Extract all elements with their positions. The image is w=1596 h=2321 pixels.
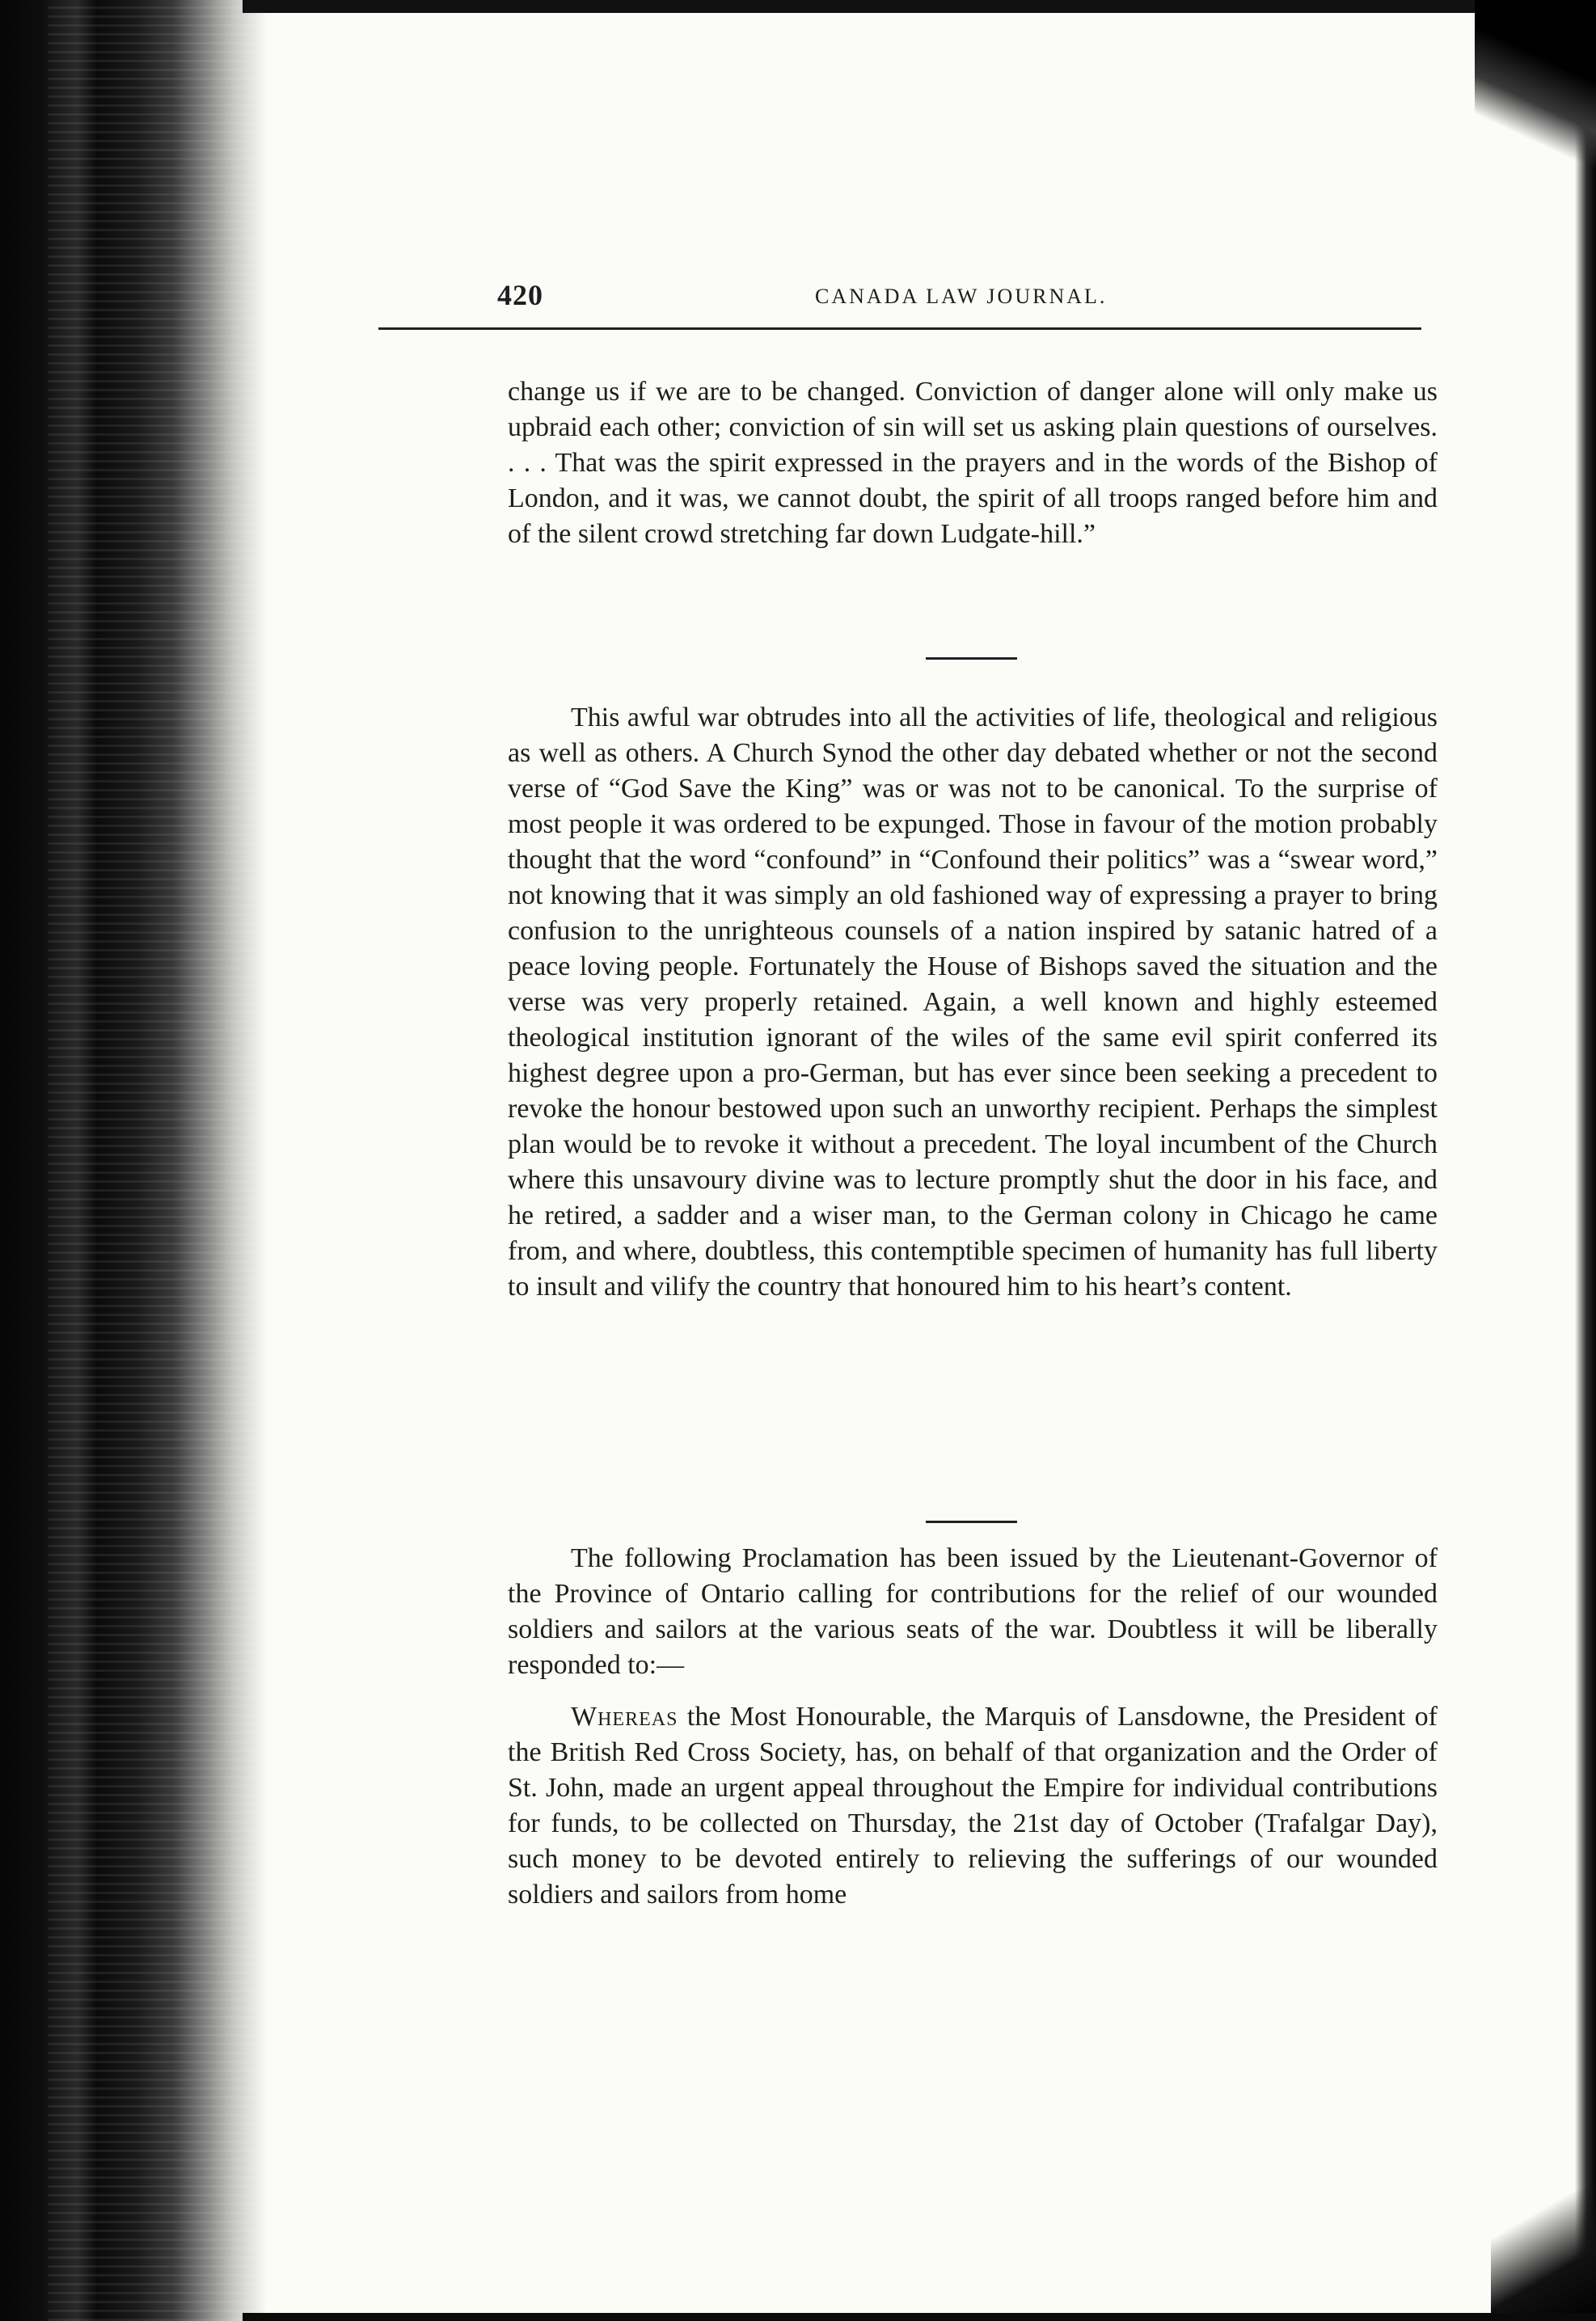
whereas-text: the Most Honourable, the Marquis of Lansdowne, the President of the British Red Cross Society, has, on behalf of that organization and the Order of St. John, made an urgent appeal throughout the Empire for individual contributions for funds, to be collected on Thursday, the 21st day of October (Trafalgar Day), such money to be devoted entirely to relieving the sufferings of our wounded soldiers and sailors from home (508, 1702, 1438, 1910)
page-number: 420 (497, 279, 543, 311)
quote-continuation (508, 374, 1438, 552)
binding-texture (49, 0, 259, 2321)
bottom-scan-edge (243, 2313, 1596, 2321)
bottom-right-corner-shadow (1491, 2143, 1596, 2321)
journal-title: CANADA LAW JOURNAL. (815, 285, 1108, 308)
war-section (508, 700, 1438, 1305)
section-divider (926, 1521, 1017, 1523)
top-scan-edge (243, 0, 1596, 13)
running-head (497, 278, 1387, 317)
whereas-lead: Whereas (571, 1702, 678, 1732)
quote-paragraph: change us if we are to be changed. Conviction of danger alone will only make us upbraid each other; conviction of sin will set us asking plain questions of ourselves. . . . That was the spirit expressed in the prayers and in the words of the Bishop of London, and it was, we cannot doubt, the spirit of all troops ranged before him and of the silent crowd stretching far down Ludgate-hill.” (508, 377, 1438, 549)
proclamation-intro: The following Proclamation has been issued by the Lieutenant-Governor of the Province of Ontario calling for contributions for the relief of our wounded soldiers and sailors at the various seats of the war. Doubtless it will be liberally responded to:— (508, 1543, 1438, 1680)
header-rule (378, 327, 1421, 330)
war-paragraph: This awful war obtrudes into all the activities of life, theological and religious as well as others. A Church Synod the other day debated whether or not the second verse of “God Save the King” was or was not to be canonical. To the surprise of most people it was ordered to be expunged. Those in favour of the motion probably thought that the word “confound” in “Confound their politics” was a “swear word,” not knowing that it was simply an old fashioned way of expressing a prayer to bring confusion to the unrighteous counsels of a nation inspired by satanic hatred of a peace loving people. Fortunately the House of Bishops saved the situation and the verse was very properly retained. Again, a well known and highly esteemed theological institution ignorant of the wiles of the same evil spirit conferred its highest degree upon a pro-German, but has ever since been seeking a precedent to revoke the honour bestowed upon such an unworthy recipient. Perhaps the simplest plan would be to revoke it without a precedent. The loyal incumbent of the Church where this unsavoury divine was to lecture promptly shut the door in his face, and he retired, a sadder and a wiser man, to the German colony in Chicago he came from, and where, doubtless, this contemptible specimen of humanity has full liberty to insult and vilify the country that honoured him to his heart’s content. (508, 703, 1438, 1302)
whereas-paragraph (508, 1699, 1438, 1913)
section-divider (926, 657, 1017, 660)
proclamation-section (508, 1541, 1438, 1683)
right-scan-edge (1575, 0, 1596, 2321)
top-right-corner-shadow (1475, 0, 1596, 218)
whereas-section (508, 1699, 1438, 1913)
